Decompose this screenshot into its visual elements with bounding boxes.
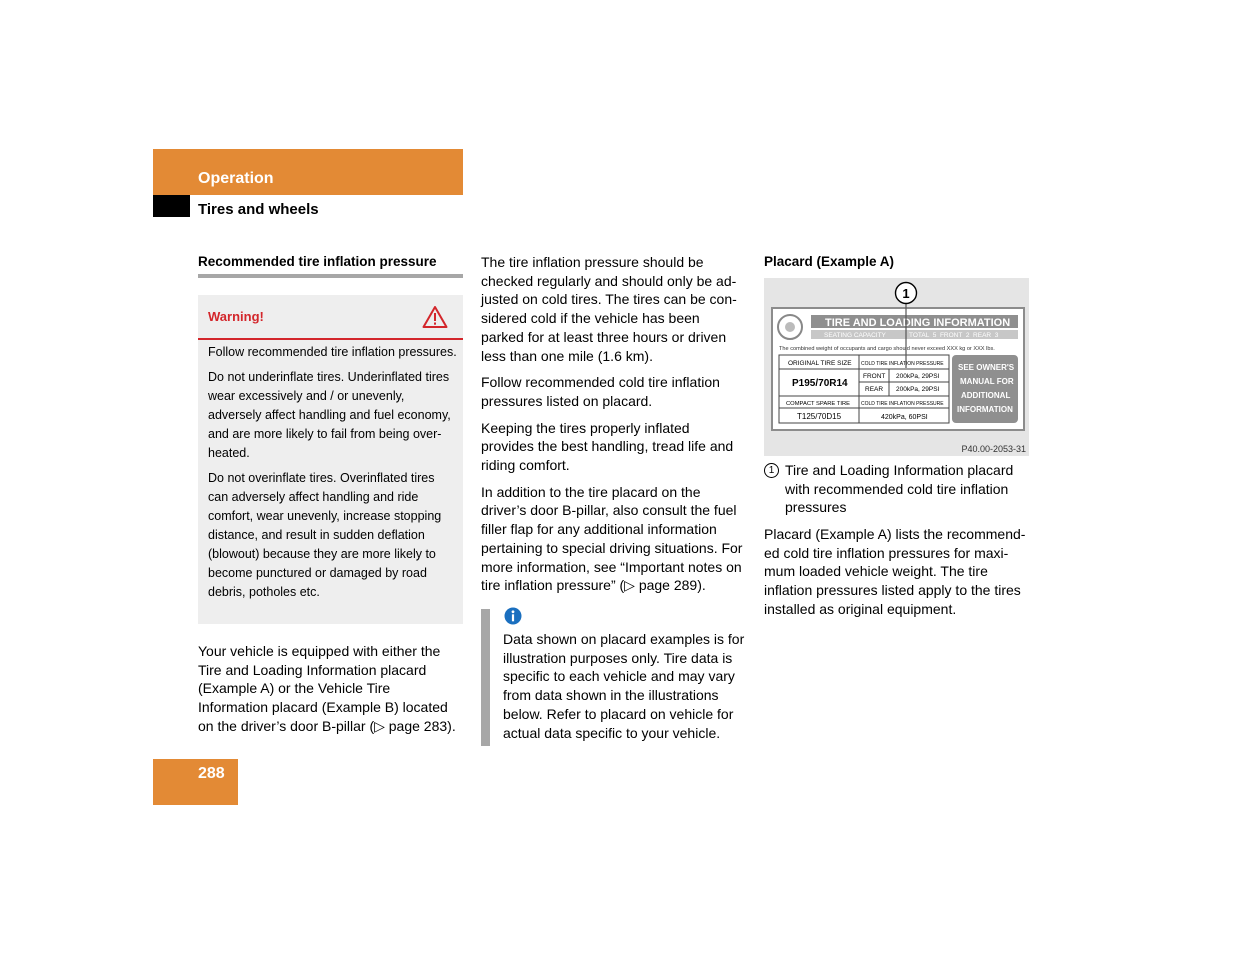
column2-paragraph: In addition to the tire placard on the driver’s door B-pillar, also consult the fuel filler flap for any additional information pertaining to special driving situations. For more information, see “Important notes on tire inflation pressure” (▷ page 289). (481, 483, 743, 594)
subsection-title: Tires and wheels (198, 201, 319, 218)
subsection-marker (153, 195, 190, 217)
caption-number-badge: 1 (764, 463, 779, 478)
placard-spare-label: COMPACT SPARE TIRE (786, 401, 850, 407)
warning-header (198, 295, 463, 340)
column3-paragraph: Placard (Example A) lists the recommend-ed cold tire inflation pressures for maxi-mum loaded vehicle weight. The tire inflation pressures listed apply to the tires installed as original equipment. (764, 526, 1026, 617)
column2-paragraph: The tire inflation pressure should be checked regularly and should only be ad-justed on cold tires. The tires can be con-sidered cold if the vehicle has been parked for at least three hours or driven less than one mile (1.6 km). (481, 254, 737, 364)
placard-spare-pressure-label: COLD TIRE INFLATION PRESSURE (861, 401, 944, 407)
column2-paragraph: Keeping the tires properly inflated provides the best handling, tread life and riding comfort. (481, 419, 734, 474)
warning-paragraph: Do not overinflate tires. Overinflated tires can adversely affect handling and ride comfort, wear unevenly, increase stopping distance, and result in sudden deflation (blowout) because they are more likely to become punctured or damaged by road debris, potholes etc. (208, 471, 442, 599)
figure-callout-number: 1 (902, 286, 910, 301)
column1-paragraph: Your vehicle is equipped with either the Tire and Loading Information placard (Example A) or the Vehicle Tire Information placard (Example B) located on the driver’s door B-pillar (▷ page 283). (198, 643, 456, 734)
warning-body (208, 343, 458, 608)
warning-triangle-icon (422, 305, 448, 329)
warning-paragraph: Follow recommended tire inflation pressures. (208, 345, 457, 359)
column2-paragraph: Follow recommended cold tire inflation pressures listed on placard. (481, 374, 720, 409)
placard-seating-label: SEATING CAPACITY (824, 332, 886, 339)
warning-box (198, 295, 463, 624)
figure-reference-code: P40.00-2053-31 (961, 444, 1026, 454)
placard-see-manual-1: SEE OWNER'S (958, 363, 1015, 372)
placard-illustration (764, 278, 1029, 456)
placard-see-manual-2: MANUAL FOR (960, 377, 1014, 386)
placard-weight-note: The combined weight of occupants and cargo should never exceed XXX kg or XXX lbs. (779, 346, 995, 352)
info-icon (504, 607, 522, 625)
placard-rear-value: 200kPa, 29PSI (896, 386, 940, 393)
page-number: 288 (198, 765, 225, 782)
placard-rear-label: REAR (865, 386, 884, 393)
section-title: Operation (198, 170, 274, 187)
figure-caption (764, 461, 1029, 517)
warning-paragraph: Do not underinflate tires. Underinflated tires wear excessively and / or unevenly, adversely affect handling and fuel economy, and are more likely to fail from being over-heated. (208, 370, 451, 460)
placard-title: TIRE AND LOADING INFORMATION (825, 317, 1011, 329)
placard-spare-size: T125/70D15 (797, 412, 842, 421)
column2-text (481, 253, 746, 603)
column3-heading: Placard (Example A) (764, 254, 895, 269)
placard-see-manual-3: ADDITIONAL (961, 391, 1011, 400)
column1-heading: Recommended tire inflation pressure (198, 254, 463, 278)
placard-front-label: FRONT (863, 373, 886, 380)
page-number-box (153, 759, 238, 805)
placard-col-tire-size: ORIGINAL TIRE SIZE (788, 360, 852, 367)
placard-figure (764, 278, 1029, 456)
placard-tire-size: P195/70R14 (792, 378, 848, 389)
placard-front-value: 200kPa, 29PSI (896, 373, 940, 380)
caption-text: Tire and Loading Information placard with recommended cold tire inflation pressures (785, 462, 1014, 516)
info-note: Data shown on placard examples is for illustration purposes only. Tire data is specific to each vehicle and may vary from data shown in the illustrations below. Refer to placard on vehicle for actual data specific to your vehicle. (503, 631, 745, 741)
placard-spare-value: 420kPa, 60PSI (881, 414, 928, 421)
placard-col-pressure: COLD TIRE INFLATION PRESSURE (861, 361, 944, 367)
note-sidebar (481, 609, 490, 746)
warning-label: Warning! (208, 309, 264, 324)
placard-seating-values: TOTAL 5 FRONT 2 REAR 3 (909, 332, 999, 339)
placard-see-manual-4: INFORMATION (957, 405, 1013, 414)
